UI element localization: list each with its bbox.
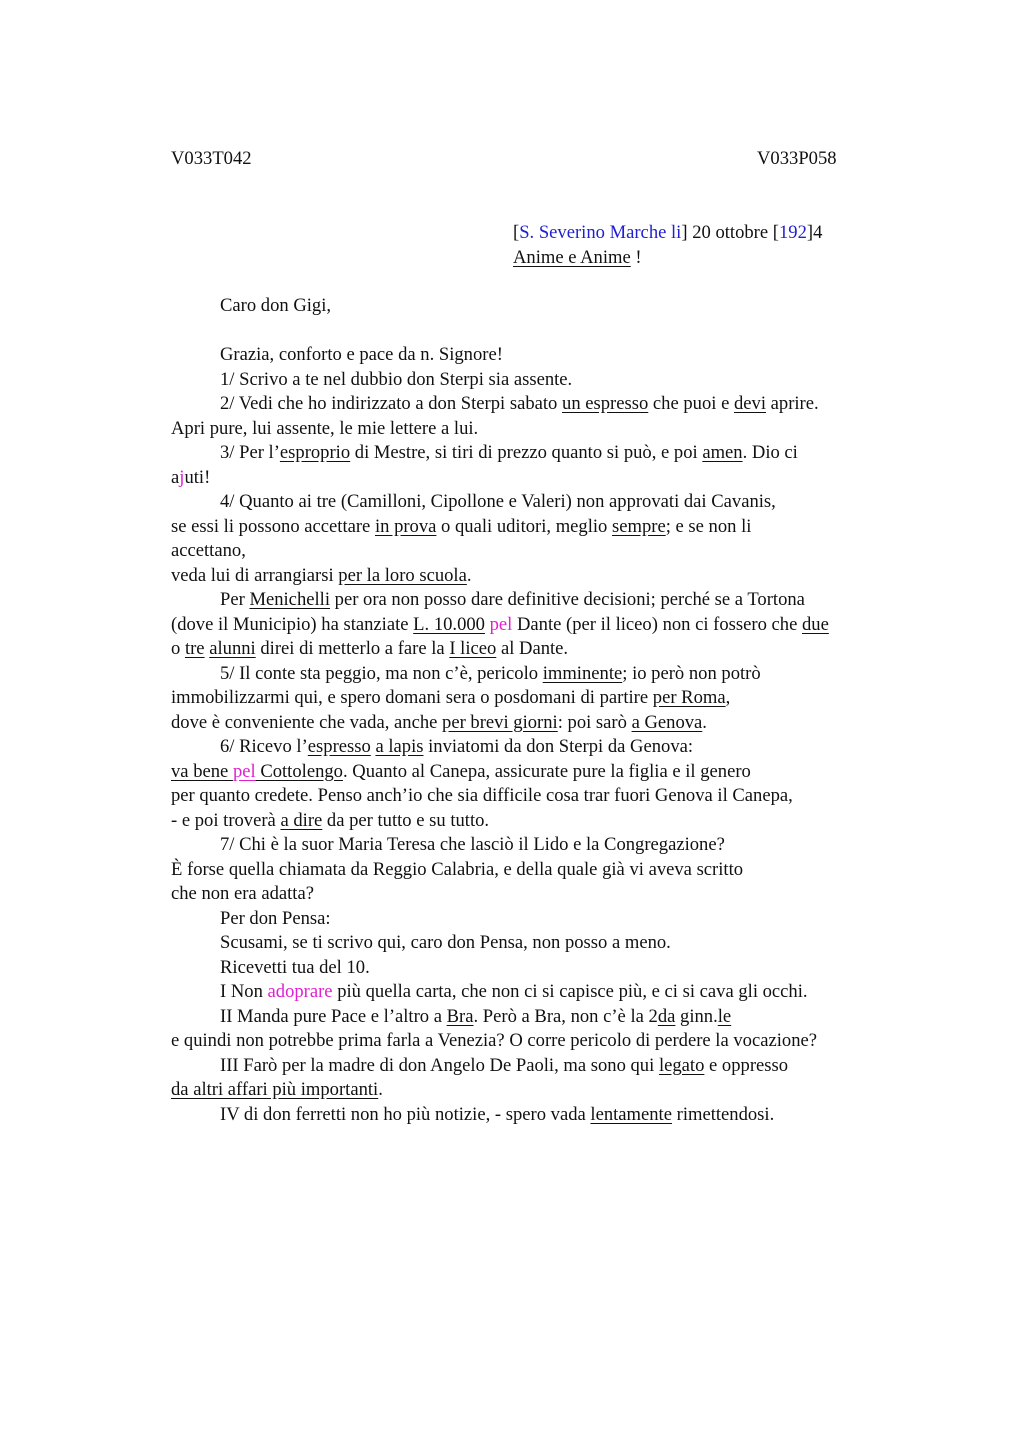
motto-line xyxy=(513,246,822,271)
motto: Anime e Anime xyxy=(513,246,631,268)
text-segment: . Però a Bra, non c’è la 2 xyxy=(473,1005,658,1027)
text-segment: Caro don Gigi, xyxy=(220,295,332,316)
document-code-right: V033P058 xyxy=(757,148,837,169)
text-segment: imminente xyxy=(542,662,623,684)
text-line xyxy=(171,515,931,540)
text-segment: Dante (per il liceo) non ci fossero che xyxy=(512,613,802,635)
text-segment: alunni xyxy=(209,638,256,659)
text-line xyxy=(171,735,931,760)
text-segment: per quanto credete. Penso anch’io che sia difficile cosa trar fuori Genova il Canepa, xyxy=(171,785,793,806)
text-segment: 3/ Per l’ xyxy=(220,442,280,463)
text-segment: al Dante. xyxy=(496,638,569,659)
text-segment: pel xyxy=(489,613,513,635)
text-segment: 6/ Ricevo l’ xyxy=(220,736,308,757)
text-segment: 5/ Il conte sta peggio, ma non c’è, pericolo xyxy=(220,662,543,684)
text-segment: o xyxy=(171,638,185,659)
text-line xyxy=(171,931,931,956)
text-segment: legato xyxy=(658,1054,705,1076)
text-segment: lentamente xyxy=(590,1103,672,1125)
text-line xyxy=(171,1029,931,1054)
text-segment: a xyxy=(171,466,180,488)
date-line xyxy=(513,221,822,246)
text-line xyxy=(171,368,931,393)
text-segment: a dire xyxy=(280,809,323,831)
text-line xyxy=(171,417,931,442)
text-segment: espresso xyxy=(307,736,371,757)
text-segment: . xyxy=(378,1079,383,1100)
document-code-left: V033T042 xyxy=(171,148,252,169)
text-segment: , xyxy=(725,687,731,708)
text-segment: Grazia, conforto e pace da n. Signore! xyxy=(220,344,503,365)
text-segment: Menichelli xyxy=(249,589,330,610)
text-segment: sempre xyxy=(612,515,666,537)
text-segment: 4/ Quanto ai tre (Camilloni, Cipollone e Valeri) non approvati dai Cavanis, xyxy=(220,491,776,512)
salutation xyxy=(171,294,931,319)
text-segment: ginn. xyxy=(675,1005,718,1027)
text-line xyxy=(171,1005,931,1030)
text-line xyxy=(171,809,931,834)
text-line xyxy=(171,637,931,662)
text-segment: da per tutto e su tutto. xyxy=(322,809,490,831)
text-segment: Per xyxy=(220,589,250,610)
text-segment: 2/ Vedi che ho indirizzato a don Sterpi sabato xyxy=(220,393,563,414)
text-segment: : poi sarò xyxy=(557,711,632,733)
text-segment: le xyxy=(717,1005,732,1027)
text-segment: o quali uditori, meglio xyxy=(436,515,612,537)
text-segment: più quella carta, che non ci si capisce più, e ci si cava gli occhi. xyxy=(332,981,808,1002)
text-segment: e quindi non potrebbe prima farla a Venezia? O corre pericolo di perdere la vocazione? xyxy=(171,1030,817,1051)
text-segment: immobilizzarmi qui, e spero domani sera o posdomani di partire xyxy=(171,687,653,708)
text-line xyxy=(171,784,931,809)
text-line xyxy=(171,1103,931,1128)
text-segment: (dove il Municipio) ha stanziate xyxy=(171,613,414,635)
year-digit: 4 xyxy=(813,222,823,243)
bracket: [ xyxy=(772,222,779,243)
letter-body xyxy=(171,294,931,1127)
text-line xyxy=(171,956,931,981)
text-segment: amen xyxy=(702,442,743,463)
text-segment: da xyxy=(657,1005,676,1027)
text-segment: I liceo xyxy=(449,638,497,659)
text-segment: aprire. xyxy=(766,393,819,414)
text-segment: dove è conveniente che vada, anche xyxy=(171,711,443,733)
text-line xyxy=(171,711,931,736)
text-segment: 7/ Chi è la suor Maria Teresa che lasciò il Lido e la Congregazione? xyxy=(220,834,725,855)
text-line xyxy=(171,490,931,515)
text-segment: ; e se non li xyxy=(665,515,752,537)
text-segment: . xyxy=(702,711,707,733)
text-segment: da altri affari più importanti xyxy=(171,1079,379,1100)
text-line xyxy=(171,1054,931,1079)
text-segment: L. 10.000 xyxy=(413,613,485,635)
text-line xyxy=(171,564,931,589)
text-line xyxy=(171,466,931,491)
text-segment: devi xyxy=(733,393,766,414)
text-line xyxy=(171,539,931,564)
text-line xyxy=(171,392,931,417)
text-segment: veda lui di arrangiarsi xyxy=(171,564,339,586)
text-segment: tre xyxy=(184,638,205,659)
bracket: [ xyxy=(513,222,520,243)
text-line xyxy=(171,343,931,368)
bracket: ] xyxy=(681,222,688,243)
text-segment: accettano, xyxy=(171,540,246,561)
text-line xyxy=(171,907,931,932)
text-line xyxy=(171,662,931,687)
text-segment: pel xyxy=(232,760,256,782)
text-segment: per ora non posso dare definitive decisioni; perché se a Tortona xyxy=(330,589,805,610)
text-segment: rimettendosi. xyxy=(671,1103,775,1125)
text-segment: . Dio ci xyxy=(742,442,798,463)
text-segment: in prova xyxy=(374,515,437,537)
text-segment: Per don Pensa: xyxy=(220,907,331,929)
text-segment: e oppresso xyxy=(704,1054,789,1076)
text-segment: IV di don ferretti non ho più notizie, - spero vada xyxy=(220,1103,591,1125)
year-editorial: 192 xyxy=(778,222,807,243)
text-line xyxy=(171,441,931,466)
text-segment: per Roma xyxy=(652,687,726,708)
text-segment: due xyxy=(801,613,829,635)
text-segment: va bene xyxy=(171,760,233,782)
text-line xyxy=(171,882,931,907)
text-segment: adoprare xyxy=(267,981,333,1002)
text-segment: direi di metterlo a fare la xyxy=(255,638,450,659)
text-line xyxy=(171,760,931,785)
text-segment: a Genova xyxy=(631,711,703,733)
text-segment: uti! xyxy=(184,466,211,488)
text-segment: . Quanto al Canepa, assicurate pure la figlia e il genero xyxy=(342,760,751,782)
date-text: 20 ottobre xyxy=(687,222,773,243)
paragraph-gap xyxy=(171,319,931,344)
text-segment: Bra xyxy=(446,1005,474,1027)
text-segment: esproprio xyxy=(279,442,351,463)
text-line xyxy=(171,613,931,638)
place-name: S. Severino Marche li xyxy=(519,222,682,243)
text-segment: per la loro scuola xyxy=(338,564,467,586)
text-line xyxy=(171,1078,931,1103)
text-segment: È forse quella chiamata da Reggio Calabria, e della quale già vi aveva scritto xyxy=(171,858,744,880)
text-segment: 1/ Scrivo a te nel dubbio don Sterpi sia assente. xyxy=(220,368,573,390)
text-segment: inviatomi da don Sterpi da Genova: xyxy=(423,736,694,757)
text-segment: Cottolengo xyxy=(255,760,343,782)
text-segment: di Mestre, si tiri di prezzo quanto si può, e poi xyxy=(350,442,703,463)
text-segment: se essi li possono accettare xyxy=(171,515,375,537)
text-segment: che non era adatta? xyxy=(171,883,314,904)
text-segment: II Manda pure Pace e l’altro a xyxy=(220,1005,447,1027)
text-segment: Ricevetti tua del 10. xyxy=(220,956,370,978)
text-segment: III Farò per la madre di don Angelo De Paoli, ma sono qui xyxy=(220,1054,659,1076)
text-segment: per brevi giorni xyxy=(442,711,558,733)
bracket: ] xyxy=(806,222,814,243)
motto-end: ! xyxy=(630,246,642,268)
text-segment: j xyxy=(179,466,185,488)
text-segment: ; io però non potrò xyxy=(622,662,761,684)
text-segment: che puoi e xyxy=(648,393,734,414)
text-segment: un espresso xyxy=(562,393,649,414)
text-segment: a lapis xyxy=(375,736,424,757)
text-line xyxy=(171,686,931,711)
text-line xyxy=(171,980,931,1005)
text-segment: - e poi troverà xyxy=(171,809,281,831)
date-block xyxy=(513,221,822,270)
text-segment: Scusami, se ti scrivo qui, caro don Pensa, non posso a meno. xyxy=(220,932,671,953)
text-line xyxy=(171,588,931,613)
text-segment: . xyxy=(466,564,472,586)
text-segment: I Non xyxy=(220,981,268,1002)
text-segment: Apri pure, lui assente, le mie lettere a lui. xyxy=(171,417,479,439)
text-line xyxy=(171,858,931,883)
text-line xyxy=(171,833,931,858)
